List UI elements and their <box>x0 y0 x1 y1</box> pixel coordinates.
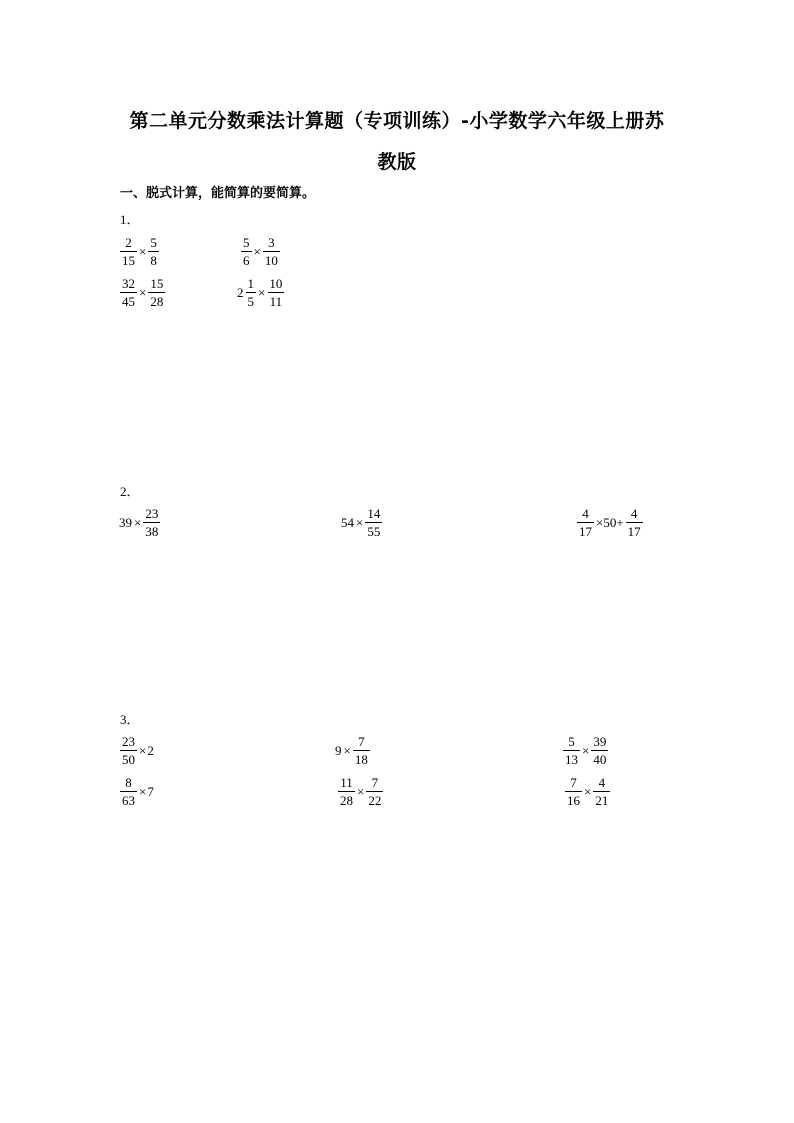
numerator: 15 <box>150 276 164 291</box>
numerator: 11 <box>340 775 353 790</box>
numerator: 39 <box>593 734 607 749</box>
numerator: 4 <box>598 775 606 790</box>
operator: × <box>584 784 592 799</box>
fraction <box>565 776 582 807</box>
fraction <box>120 277 137 308</box>
whole-number: 2 <box>237 285 244 300</box>
q1-expression-4 <box>237 277 285 308</box>
numerator: 5 <box>568 734 575 749</box>
q3-expression-4 <box>119 776 155 807</box>
operator: × <box>357 784 365 799</box>
denominator: 8 <box>150 253 157 268</box>
numerator: 10 <box>269 276 283 291</box>
denominator: 40 <box>593 752 607 767</box>
operator: × <box>139 784 147 799</box>
denominator: 6 <box>243 253 250 268</box>
fraction <box>241 236 252 267</box>
whole-number: 39 <box>119 515 132 530</box>
fraction <box>120 776 137 807</box>
operator: × <box>258 285 266 300</box>
fraction <box>120 236 137 267</box>
numerator: 4 <box>582 506 589 521</box>
whole-number: 2 <box>147 743 154 758</box>
q3-expression-5 <box>337 776 384 807</box>
q3-expression-2 <box>335 735 371 766</box>
operator: × <box>139 244 147 259</box>
numerator: 7 <box>358 734 365 749</box>
numerator: 5 <box>243 235 250 250</box>
denominator: 55 <box>367 524 381 539</box>
numerator: 23 <box>145 506 159 521</box>
numerator: 14 <box>367 506 381 521</box>
q3-expression-1 <box>119 735 155 766</box>
denominator: 17 <box>627 524 641 539</box>
q2-expression-1 <box>119 507 161 538</box>
denominator: 63 <box>122 793 135 808</box>
fraction <box>365 507 382 538</box>
operator: × <box>343 743 351 758</box>
q2-expression-3 <box>576 507 644 538</box>
fraction <box>120 735 137 766</box>
q2-expression-2 <box>341 507 383 538</box>
operator: ×50+ <box>596 515 624 530</box>
numerator: 32 <box>122 276 135 291</box>
numerator: 7 <box>371 775 379 790</box>
numerator: 1 <box>247 276 254 291</box>
denominator: 21 <box>595 793 609 808</box>
fraction <box>577 507 594 538</box>
fraction <box>267 277 284 308</box>
whole-number: 54 <box>341 515 354 530</box>
numerator: 8 <box>125 775 132 790</box>
fraction <box>626 507 643 538</box>
denominator: 22 <box>368 793 382 808</box>
q3-expression-3 <box>562 735 609 766</box>
q3-expression-6 <box>564 776 611 807</box>
operator: × <box>139 285 147 300</box>
q1-expression-2 <box>240 236 281 267</box>
q1-expression-3 <box>119 277 166 308</box>
operator: × <box>582 743 590 758</box>
numerator: 3 <box>268 235 275 250</box>
denominator: 28 <box>150 294 164 309</box>
fraction <box>246 277 257 308</box>
question-3-number: 3． <box>120 712 140 727</box>
denominator: 5 <box>247 294 254 309</box>
document-title-line-2: 教版 <box>377 151 417 173</box>
fraction <box>593 776 610 807</box>
fraction <box>353 735 370 766</box>
fraction <box>148 236 159 267</box>
document-title-line-1: 第二单元分数乘法计算题（专项训练）-小学数学六年级上册苏 <box>129 110 665 132</box>
denominator: 18 <box>354 752 368 767</box>
operator: × <box>134 515 142 530</box>
denominator: 17 <box>579 524 592 539</box>
denominator: 10 <box>264 253 278 268</box>
q1-expression-1 <box>119 236 160 267</box>
denominator: 28 <box>340 793 353 808</box>
denominator: 16 <box>567 793 580 808</box>
fraction <box>338 776 355 807</box>
fraction <box>263 236 280 267</box>
operator: × <box>139 743 147 758</box>
denominator: 15 <box>122 253 135 268</box>
numerator: 7 <box>570 775 577 790</box>
section-heading: 一、脱式计算，能简算的要简算。 <box>120 186 316 201</box>
denominator: 13 <box>565 752 578 767</box>
numerator: 2 <box>125 235 132 250</box>
fraction <box>591 735 608 766</box>
denominator: 11 <box>269 294 283 309</box>
whole-number: 9 <box>335 743 342 758</box>
denominator: 38 <box>145 524 159 539</box>
question-1-number: 1． <box>120 212 140 227</box>
fraction <box>148 277 165 308</box>
fraction <box>143 507 160 538</box>
denominator: 45 <box>122 294 135 309</box>
operator: × <box>253 244 261 259</box>
numerator: 5 <box>150 235 157 250</box>
whole-number: 7 <box>147 784 154 799</box>
numerator: 4 <box>630 506 638 521</box>
fraction <box>563 735 580 766</box>
question-2-number: 2． <box>120 484 140 499</box>
fraction <box>366 776 383 807</box>
numerator: 23 <box>122 734 135 749</box>
denominator: 50 <box>122 752 135 767</box>
operator: × <box>356 515 364 530</box>
